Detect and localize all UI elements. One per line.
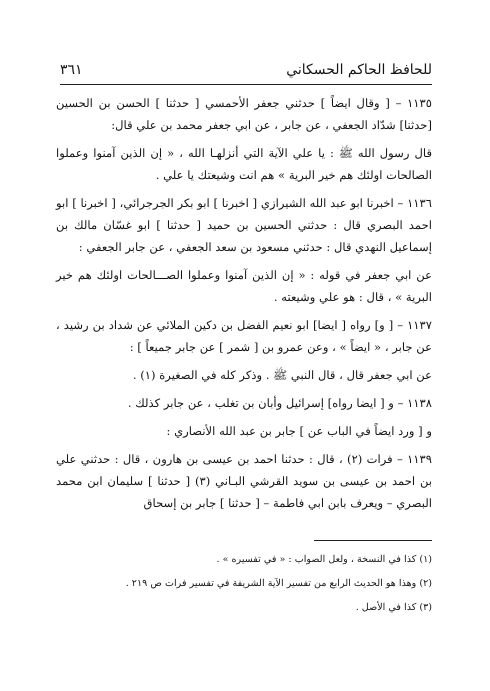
page-header: [60, 62, 432, 78]
paragraph: ١١٣٦ – اخبرنا ابو عبد الله الشيرازي [ اخبرنا ] ابو بكر الجرجرائي، [ اخبرنا ] ابو احمد البصري قال : حدثني الحسين بن حميد [ حدثنا ] ابو غسّان مالك بن إسماعيل النهدي قال : حدثني مسعود بن سعد الجعفي ، عن جابر الجعفي :: [56, 196, 432, 254]
paragraph: ١١٣٥ – [ وقال ايضاً ] حدثني جعفر الأحمسي [ حدثنا ] الحسن بن الحسين [حدثنا] شدّاد الجعفي ، عن جابر ، عن ابي جعفر محمد بن علي قال:: [56, 96, 432, 132]
paragraph: ١١٣٧ – [ و] رواه [ ايضا] ابو نعيم الفضل بن دكين الملائي عن شداد بن رشيد ، عن جابر ، « ايضاً » ، وعن عمرو بن [ شمر ] عن جابر جميعاً ] :: [56, 318, 432, 354]
footnotes: [60, 548, 432, 620]
body-text: [56, 92, 432, 520]
footnote: (٢) وهذا هو الحديث الرابع من تفسير الآية الشريفة في تفسير فرات ص ٢١٩ .: [125, 578, 432, 589]
footnote: (٣) كذا في الأصل .: [355, 602, 432, 613]
paragraph: عن ابي جعفر قال ، قال النبي ﷺ . وذكر كله في الصغيرة (١) .: [132, 368, 432, 382]
paragraph: و [ ورد ايضاً في الباب عن ] جابر بن عبد الله الأنصاري :: [166, 424, 432, 438]
footnote: (١) كذا في النسخة ، ولعل الصواب : « في تفسيره » .: [216, 554, 432, 565]
paragraph: ١١٣٨ – و [ ايضا رواه] إسرائيل وأبان بن تغلب ، عن جابر كذلك .: [127, 396, 432, 410]
header-rule: [60, 84, 432, 85]
paragraph: عن ابي جعفر في قوله : « إن الذين آمنوا وعملوا الصـــالحات اولئك هم خير البرية » ، قال : هو علي وشيعته .: [56, 268, 432, 304]
running-title: للحافظ الحاكم الحسكاني: [286, 62, 432, 78]
paragraph: ١١٣٩ – فرات (٢) ، قال : حدثنا احمد بن عيسى بن هارون ، قال : حدثني علي بن احمد بن عيسى بن سويد القرشي البـاني (٣) [ حدثنا ] سليمان ابن محمد البصري – ويعرف بابن ابي فاطمة – [ حدثنا ] جابر بن إسحاق: [56, 452, 433, 510]
page-number: ٣٦١: [60, 62, 83, 78]
paragraph: قال رسول الله ﷺ : يا علي الآية التي أنزلهـا الله ، « إن الذين آمنوا وعملوا الصالحات اولئك هم خير البرية » هم انت وشيعتك يا علي .: [56, 146, 432, 182]
footnote-separator: [314, 540, 432, 541]
